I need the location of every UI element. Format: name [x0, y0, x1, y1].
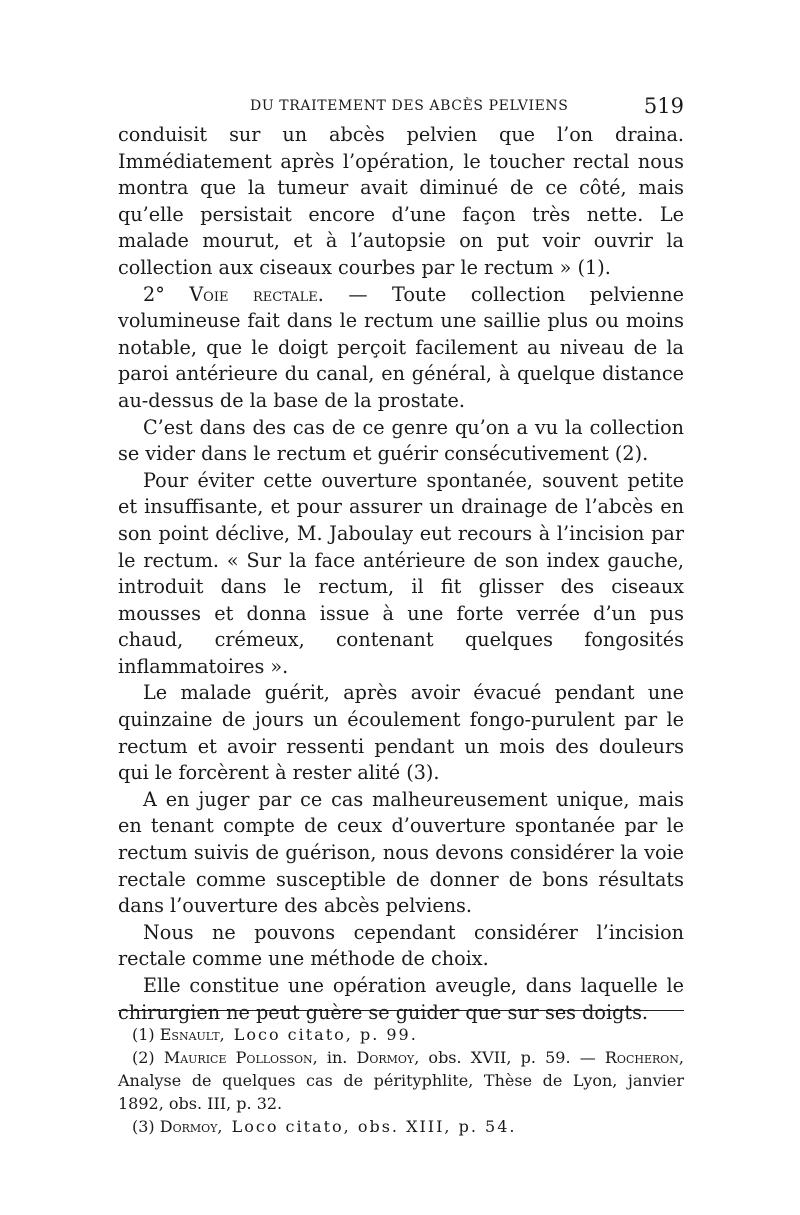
paragraph-8: Elle constitue une opération aveugle, dans laquelle le chirurgien ne peut guère se guider que sur ses doigts. [118, 974, 684, 1024]
footnotes [118, 1023, 684, 1138]
footnote-3-author: Dormoy [159, 1117, 218, 1136]
footnote-2-text-c: , Analyse de quelques cas de pérityphlite, Thèse de Lyon, janvier 1892, obs. III, p. 32. [118, 1048, 684, 1113]
paragraph-2-text: — Toute collection pelvienne volumineuse fait dans le rectum une saillie plus ou moins notable, que le doigt perçoit facilement au niveau de la paroi antérieure du canal, en général, à quelque distance au-dessus de la base de la prostate. [118, 282, 684, 412]
footnote-2-number: (2) [132, 1048, 164, 1067]
footnote-2-author-2: Dormoy [356, 1048, 415, 1067]
paragraph-6: A en juger par ce cas malheureusement unique, mais en tenant compte de ceux d’ouverture spontanée par le rectum suivis de guérison, nous devons considérer la voie rectale comme susceptible de donner de bons résultats dans l’ouverture des abcès pelviens. [118, 787, 684, 918]
footnote-2-author-3: Rocheron [604, 1048, 679, 1067]
footnote-2 [118, 1046, 684, 1115]
running-title: DU TRAITEMENT DES ABCÈS PELVIENS [250, 98, 569, 114]
footnote-2-text-a: , in. [312, 1048, 357, 1067]
footnote-2-text-b: , obs. XVII, p. 59. — [414, 1048, 605, 1067]
footnote-rule [118, 1010, 684, 1011]
paragraph-1: conduisit sur un abcès pelvien que l’on draina. Immédiatement après l’opération, le toucher rectal nous montra que la tumeur avait diminué de ce côté, mais qu’elle persistait encore d’une façon très nette. Le malade mourut, et à l’autopsie on put voir ouvrir la collection aux ciseaux courbes par le rectum » (1). [118, 123, 684, 279]
footnote-3 [118, 1115, 684, 1138]
body-text [118, 122, 684, 1026]
footnote-1 [118, 1023, 684, 1046]
footnote-1-text: , Loco citato, p. 99. [219, 1025, 418, 1044]
footnote-1-number: (1) [132, 1025, 160, 1044]
running-head [118, 96, 684, 120]
page-number: 519 [643, 94, 684, 118]
footnote-3-number: (3) [132, 1117, 160, 1136]
section-heading-voie-rectale: 2° Voie rectale. [143, 282, 324, 306]
footnote-1-author: Esnault [159, 1025, 220, 1044]
footnote-3-text: , Loco citato, obs. XIII, p. 54. [217, 1117, 517, 1136]
paragraph-5: Le malade guérit, après avoir évacué pendant une quinzaine de jours un écoulement fongo-purulent par le rectum et avoir ressenti pendant un mois des douleurs qui le forcèrent à rester alité (3). [118, 681, 684, 785]
paragraph-3: C’est dans des cas de ce genre qu’on a vu la collection se vider dans le rectum et guérir consécutivement (2). [118, 415, 684, 466]
paragraph-7: Nous ne pouvons cependant considérer l’incision rectale comme une méthode de choix. [118, 920, 684, 971]
paragraph-2 [118, 282, 684, 415]
footnote-2-author-1: Maurice Pollosson [163, 1048, 313, 1067]
paragraph-4: Pour éviter cette ouverture spontanée, souvent petite et insuffisante, et pour assurer un drainage de l’abcès en son point déclive, M. Jaboulay eut recours à l’incision par le rectum. « Sur la face antérieure de son index gauche, introduit dans le rectum, il fit glisser des ciseaux mousses et donna issue à une forte verrée d’un pus chaud, crémeux, contenant quelques fongosités inflammatoires ». [118, 468, 684, 678]
